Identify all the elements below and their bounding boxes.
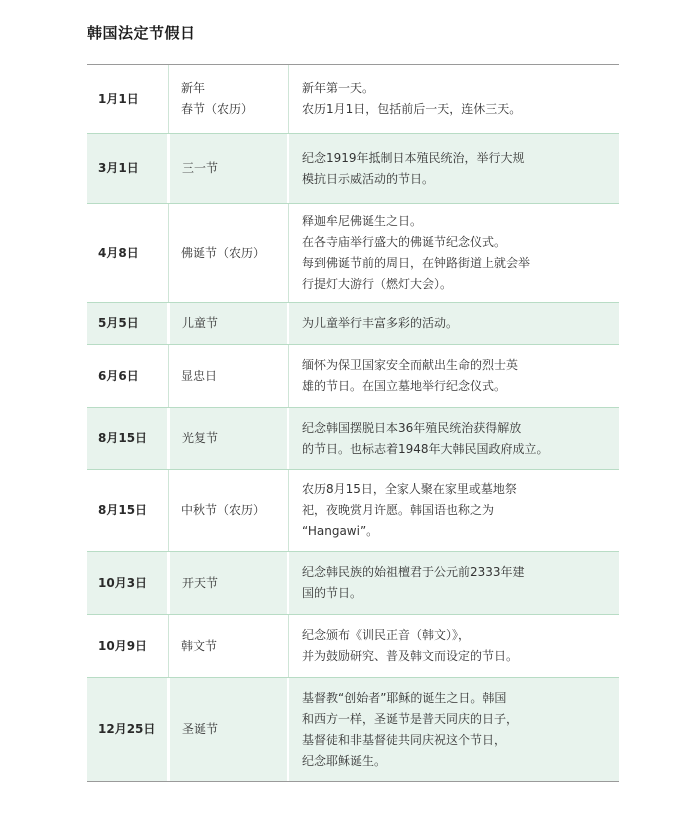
holiday-name xyxy=(168,345,289,407)
holiday-date: 1月1日 xyxy=(87,65,168,133)
holiday-description xyxy=(289,470,619,551)
holiday-table xyxy=(87,64,619,782)
holiday-description-line: 行提灯大游行（燃灯大会）。 xyxy=(302,277,453,291)
holiday-description xyxy=(289,408,619,469)
holiday-name xyxy=(168,134,289,203)
holiday-description-line: 纪念韩国摆脱日本36年殖民统治获得解放 xyxy=(302,420,522,435)
holiday-date: 3月1日 xyxy=(87,134,168,203)
holiday-name xyxy=(168,65,289,133)
holiday-name-line: 显忠日 xyxy=(181,368,218,383)
holiday-date: 10月3日 xyxy=(87,552,168,614)
holiday-description-line: 的节日。也标志着1948年大韩民国政府成立。 xyxy=(302,441,549,456)
holiday-description xyxy=(289,678,619,781)
holiday-description-line: 纪念1919年抵制日本殖民统治，举行大规 xyxy=(302,150,525,165)
holiday-description-line: 每到佛诞节前的周日，在钟路街道上就会举 xyxy=(302,256,531,270)
holiday-description xyxy=(289,204,619,302)
table-row xyxy=(87,678,619,781)
holiday-description-line: 雄的节日。在国立墓地举行纪念仪式。 xyxy=(302,379,507,393)
holiday-description-line: 缅怀为保卫国家安全而献出生命的烈士英 xyxy=(302,358,519,372)
holiday-date: 12月25日 xyxy=(87,678,168,781)
holiday-name xyxy=(168,615,289,677)
holiday-name-line: 光复节 xyxy=(182,431,219,445)
holiday-description-line: 为儿童举行丰富多彩的活动。 xyxy=(302,316,459,330)
holiday-description-line: 释迦牟尼佛诞生之日。 xyxy=(302,214,423,228)
holiday-date: 4月8日 xyxy=(87,204,168,302)
table-row xyxy=(87,345,619,408)
holiday-name-line: 开天节 xyxy=(182,575,219,590)
holiday-description-line: 国的节日。 xyxy=(302,586,363,600)
holiday-date: 8月15日 xyxy=(87,470,168,551)
holiday-description-line: 基督教“创始者”耶稣的诞生之日。韩国 xyxy=(302,690,507,705)
holiday-name xyxy=(168,303,289,344)
table-row xyxy=(87,134,619,204)
holiday-name xyxy=(168,678,289,781)
holiday-description xyxy=(289,345,619,407)
holiday-name-line: 佛诞节（农历） xyxy=(181,245,266,260)
holiday-description-line: 纪念韩民族的始祖檀君于公元前2333年建 xyxy=(302,565,525,579)
holiday-date: 8月15日 xyxy=(87,408,168,469)
holiday-description xyxy=(289,303,619,344)
holiday-description-line: 在各寺庙举行盛大的佛诞节纪念仪式。 xyxy=(302,235,507,249)
holiday-name-line: 新年 xyxy=(181,81,206,95)
holiday-description xyxy=(289,134,619,203)
holiday-name xyxy=(168,204,289,302)
holiday-description-line: 农历8月15日，全家人聚在家里或墓地祭 xyxy=(302,482,517,496)
table-row xyxy=(87,408,619,470)
holiday-name xyxy=(168,408,289,469)
holiday-description-line: 并为鼓励研究、普及韩文而设定的节日。 xyxy=(302,649,519,663)
holiday-name-line: 圣诞节 xyxy=(182,722,219,736)
holiday-date: 10月9日 xyxy=(87,615,168,677)
table-row xyxy=(87,552,619,615)
holiday-name-line: 儿童节 xyxy=(182,316,219,330)
holiday-name xyxy=(168,470,289,551)
holiday-description xyxy=(289,615,619,677)
holiday-description xyxy=(289,552,619,614)
holiday-description-line: 基督徒和非基督徒共同庆祝这个节日， xyxy=(302,732,507,747)
holiday-date: 5月5日 xyxy=(87,303,168,344)
holiday-description-line: “Hangawi”。 xyxy=(302,524,379,538)
table-row xyxy=(87,303,619,345)
table-row xyxy=(87,615,619,678)
table-row xyxy=(87,65,619,134)
holiday-description-line: 祀，夜晚赏月许愿。韩国语也称之为 xyxy=(302,503,495,517)
holiday-description xyxy=(289,65,619,133)
holiday-name-line: 春节（农历） xyxy=(181,102,254,116)
holiday-name-line: 中秋节（农历） xyxy=(181,503,266,517)
page-title: 韩国法定节假日 xyxy=(87,24,196,42)
holiday-name-line: 三一节 xyxy=(182,161,219,175)
holiday-description-line: 纪念耶稣诞生。 xyxy=(302,753,387,768)
table-row xyxy=(87,204,619,303)
holiday-description-line: 和西方一样，圣诞节是普天同庆的日子， xyxy=(302,711,519,726)
holiday-name xyxy=(168,552,289,614)
table-row xyxy=(87,470,619,552)
holiday-description-line: 模抗日示威活动的节日。 xyxy=(302,171,435,186)
holiday-name-line: 韩文节 xyxy=(181,638,218,653)
holiday-description-line: 纪念颁布《训民正音（韩文）》， xyxy=(302,628,471,642)
holiday-description-line: 新年第一天。 xyxy=(302,81,375,95)
holiday-date: 6月6日 xyxy=(87,345,168,407)
holiday-description-line: 农历1月1日，包括前后一天，连休三天。 xyxy=(302,102,522,116)
